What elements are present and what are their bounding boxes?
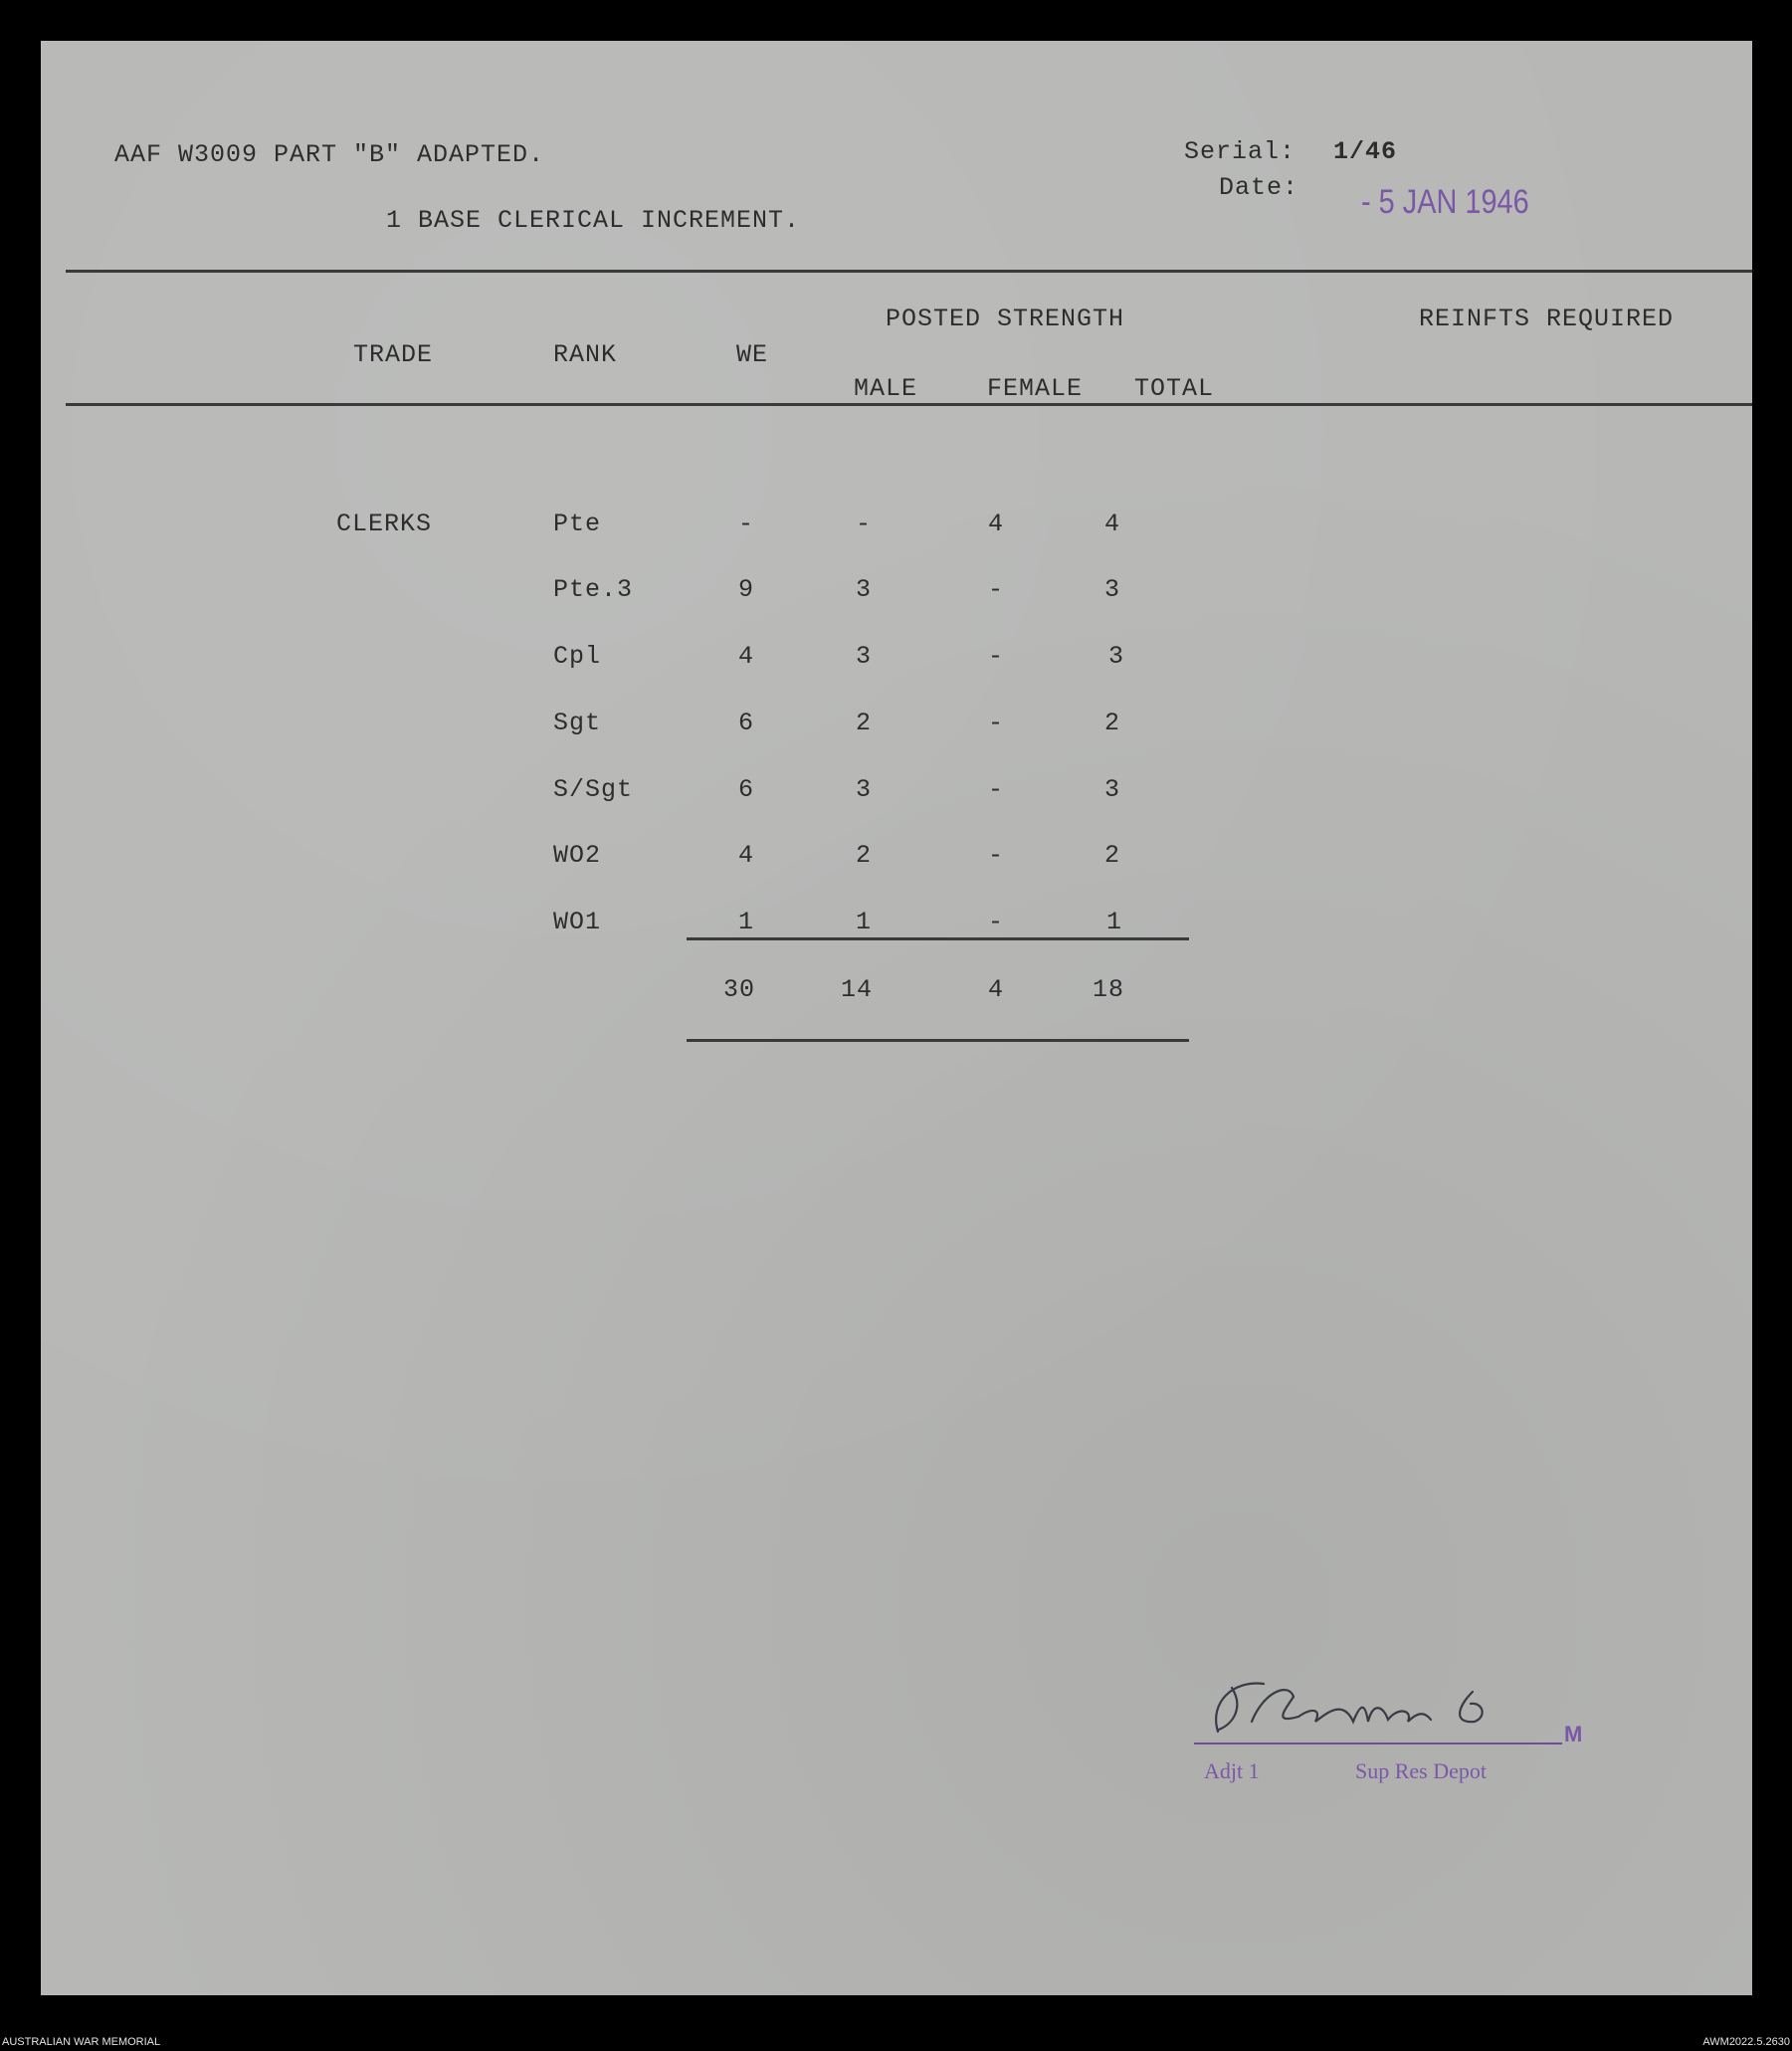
signature-text: D Stallard xyxy=(1284,1704,1325,1715)
we-cell: 9 xyxy=(738,575,755,604)
rank-cell: Pte xyxy=(553,510,602,538)
total-cell: 1 xyxy=(1106,908,1123,936)
column-group-posted-strength: POSTED STRENGTH xyxy=(886,305,1125,333)
signature xyxy=(1204,1662,1542,1746)
total-cell: 3 xyxy=(1104,775,1121,804)
female-cell: - xyxy=(988,908,1005,936)
column-header-rank: RANK xyxy=(553,340,618,369)
total-we-cell: 30 xyxy=(723,975,756,1004)
total-cell: 2 xyxy=(1104,709,1121,737)
rank-cell: S/Sgt xyxy=(553,775,634,804)
footer-accession: AWM2022.5.2630 xyxy=(1702,2036,1790,2048)
total-cell: 4 xyxy=(1104,510,1121,538)
male-cell: 3 xyxy=(856,775,873,804)
total-cell: 3 xyxy=(1108,642,1125,671)
female-cell: 4 xyxy=(988,510,1005,538)
male-cell: - xyxy=(856,510,873,538)
signature-line xyxy=(1194,1743,1562,1744)
we-cell: - xyxy=(738,510,755,538)
female-cell: - xyxy=(988,841,1005,870)
serial-label: Serial: xyxy=(1184,137,1296,166)
male-cell: 2 xyxy=(856,709,873,737)
total-cell: 2 xyxy=(1104,841,1121,870)
male-cell: 2 xyxy=(856,841,873,870)
female-cell: - xyxy=(988,642,1005,671)
total-female-cell: 4 xyxy=(988,975,1005,1004)
we-cell: 6 xyxy=(738,709,755,737)
we-cell: 4 xyxy=(738,841,755,870)
we-cell: 4 xyxy=(738,642,755,671)
we-cell: 6 xyxy=(738,775,755,804)
female-cell: - xyxy=(988,709,1005,737)
date-stamp: - 5 JAN 1946 xyxy=(1361,183,1529,221)
header-top-rule xyxy=(66,270,1752,273)
signature-title-left: Adjt 1 xyxy=(1204,1758,1260,1783)
rank-cell: WO1 xyxy=(553,908,602,936)
column-header-reinfts: REINFTS REQUIRED xyxy=(1419,305,1675,333)
male-cell: 3 xyxy=(856,575,873,604)
column-header-we: WE xyxy=(736,340,769,369)
total-male-cell: 14 xyxy=(841,975,874,1004)
column-header-total: TOTAL xyxy=(1134,374,1215,403)
column-header-trade: TRADE xyxy=(353,340,434,369)
total-total-cell: 18 xyxy=(1093,975,1125,1004)
signature-title-right: Sup Res Depot xyxy=(1355,1758,1487,1783)
total-cell: 3 xyxy=(1104,575,1121,604)
rank-cell: Cpl xyxy=(553,642,602,671)
male-cell: 1 xyxy=(856,908,873,936)
female-cell: - xyxy=(988,575,1005,604)
trade-cell: CLERKS xyxy=(336,510,433,538)
male-cell: 3 xyxy=(856,642,873,671)
document-subtitle: 1 BASE CLERICAL INCREMENT. xyxy=(386,206,801,235)
totals-bottom-rule xyxy=(687,1039,1189,1042)
date-label: Date: xyxy=(1219,173,1299,202)
column-header-female: FEMALE xyxy=(987,374,1084,403)
form-reference: AAF W3009 PART "B" ADAPTED. xyxy=(114,140,545,169)
signature-suffix: M xyxy=(1564,1722,1583,1746)
column-header-male: MALE xyxy=(854,374,918,403)
header-bottom-rule xyxy=(66,403,1752,406)
serial-value: 1/46 xyxy=(1333,137,1398,166)
rank-cell: Sgt xyxy=(553,709,602,737)
rank-cell: WO2 xyxy=(553,841,602,870)
footer-institution: AUSTRALIAN WAR MEMORIAL xyxy=(2,2036,161,2048)
totals-top-rule xyxy=(687,937,1189,940)
rank-cell: Pte.3 xyxy=(553,575,634,604)
female-cell: - xyxy=(988,775,1005,804)
we-cell: 1 xyxy=(738,908,755,936)
